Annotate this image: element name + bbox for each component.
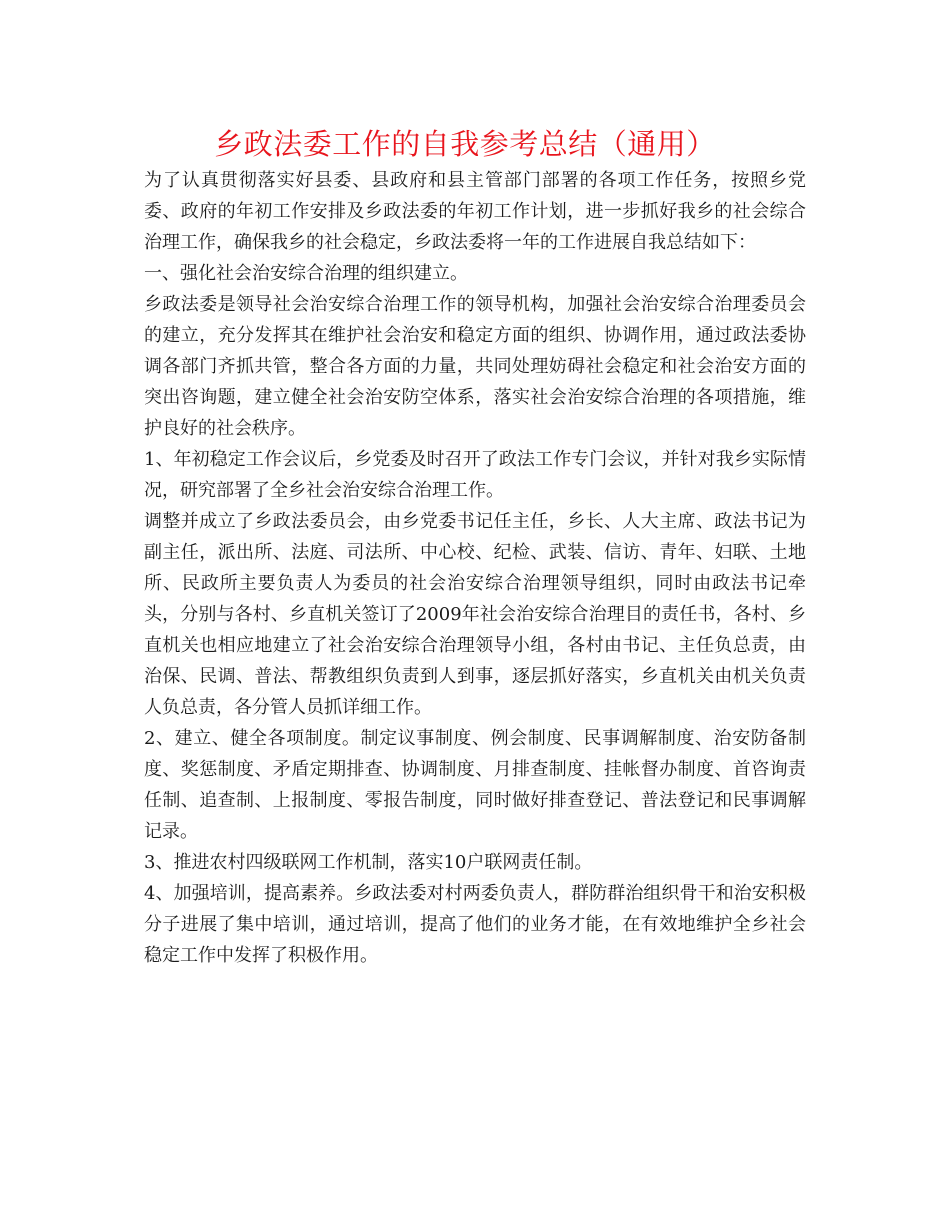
- paragraph-intro: 为了认真贯彻落实好县委、县政府和县主管部门部署的各项工作任务，按照乡党委、政府的年初工作安排及乡政法委的年初工作计划，进一步抓好我乡的社会综合治理工作，确保我乡的社会稳定，乡政法委将一年的工作进展自我总结如下：: [144, 170, 806, 253]
- list-item-1: 1、年初稳定工作会议后，乡党委及时召开了政法工作专门会议，并针对我乡实际情况，研究部署了全乡社会治安综合治理工作。: [144, 449, 806, 501]
- list-item-4: 4、加强培训，提高素养。乡政法委对村两委负责人，群防群治组织骨干和治安积极分子进展了集中培训，通过培训，提高了他们的业务才能，在有效地维护全乡社会稳定工作中发挥了积极作用。: [144, 883, 806, 966]
- paragraph-section-1: 乡政法委是领导社会治安综合治理工作的领导机构，加强社会治安综合治理委员会的建立，充分发挥其在维护社会治安和稳定方面的组织、协调作用，通过政法委协调各部门齐抓共管，整合各方面的力量，共同处理妨碍社会稳定和社会治安方面的突出咨询题，建立健全社会治安防空体系，落实社会治安综合治理的各项措施，维护良好的社会秩序。: [144, 294, 806, 439]
- section-heading-1: 一、强化社会治安综合治理的组织建立。: [144, 263, 468, 284]
- document-body: [144, 165, 806, 971]
- list-item-3: 3、推进农村四级联网工作机制，落实10户联网责任制。: [144, 852, 593, 873]
- paragraph-committee: 调整并成立了乡政法委员会，由乡党委书记任主任，乡长、人大主席、政法书记为副主任，派出所、法庭、司法所、中心校、纪检、武装、信访、青年、妇联、土地所、民政所主要负责人为委员的社会治安综合治理领导组织，同时由政法书记牵头，分别与各村、乡直机关签订了2009年社会治安综合治理目的责任书，各村、乡直机关也相应地建立了社会治安综合治理领导小组，各村由书记、主任负总责，由治保、民调、普法、帮教组织负责到人到事，逐层抓好落实，乡直机关由机关负责人负总责，各分管人员抓详细工作。: [144, 511, 806, 718]
- document-title: 乡政法委工作的自我参考总结（通用）: [214, 127, 716, 161]
- list-item-2: 2、建立、健全各项制度。制定议事制度、例会制度、民事调解制度、治安防备制度、奖惩制度、矛盾定期排查、协调制度、月排查制度、挂帐督办制度、首咨询责任制、追查制、上报制度、零报告制度，同时做好排查登记、普法登记和民事调解记录。: [144, 728, 806, 842]
